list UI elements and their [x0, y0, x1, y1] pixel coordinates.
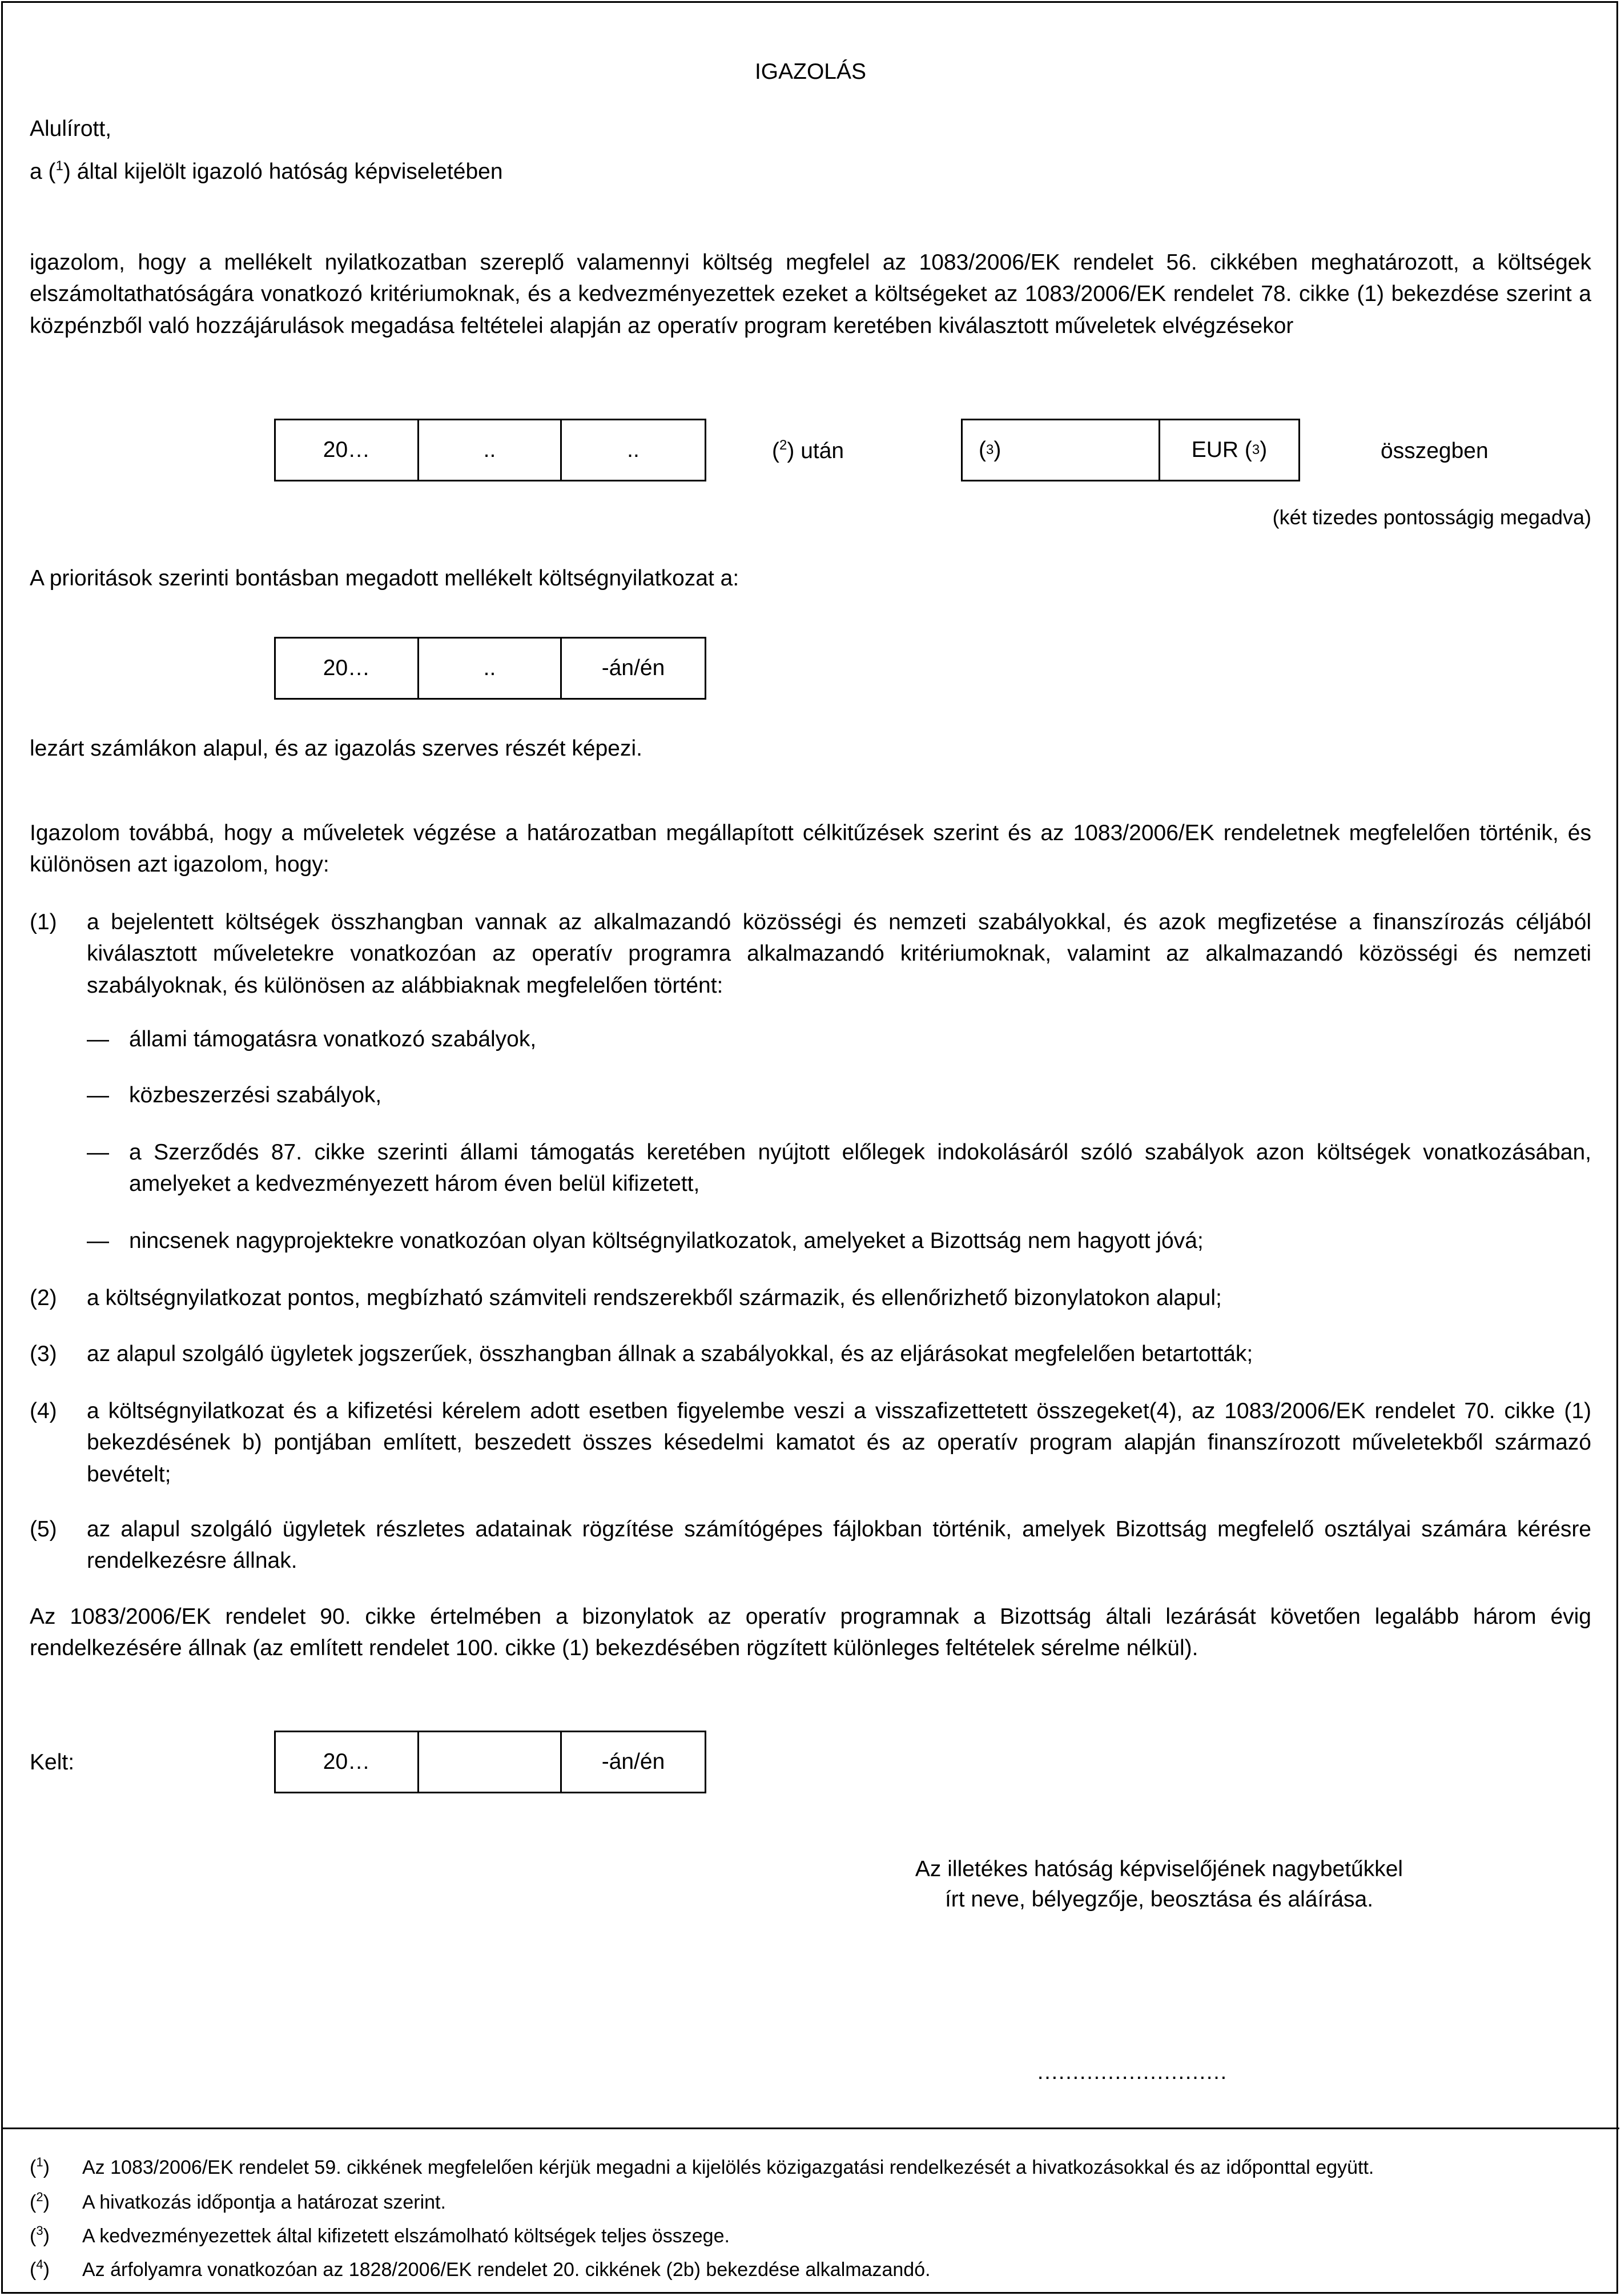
date-box-row	[274, 419, 706, 481]
list-item: (4) a költségnyilatkozat és a kifizetési kérelem adott esetben figyelembe veszi a visszafizettetett összegeket(4), az 1083/2006/EK rendelet 70. cikke (1) bekezdésének b) pontjában említett, beszedett összes késedelmi kamatot és az operatív program alapján finanszírozott műveletekből származó bevételt;	[30, 1399, 1591, 1487]
footnote-item: ($^4$) Az árfolyamra vonatkozóan az 1828/2006/EK rendelet 20. cikkének (2b) bekezdése alkalmazandó.	[30, 2257, 931, 2281]
closing-month-field[interactable]: ..	[419, 637, 562, 700]
closing-date-row	[274, 637, 706, 700]
closing-suffix: -án/én	[562, 637, 706, 700]
date-month-field[interactable]: ..	[419, 419, 562, 481]
certify-paragraph: igazolom, hogy a mellékelt nyilatkozatban szereplő valamennyi költség megfelel az 1083/2006/EK rendelet 56. cikkében meghatározott, a költségek elszámoltathatóságára vonatkozó kritériumoknak, és a kedvezményezettek ezeket a költségeket az 1083/2006/EK rendelet 78. cikke (1) bekezdése szerint a közpénzből való hozzájárulások megadása feltételei alapján az operatív program keretében kiválasztott műveletek elvégzésekor	[30, 250, 1591, 338]
dash-item: — állami támogatásra vonatkozó szabályok,	[87, 1027, 537, 1051]
dated-suffix: -án/én	[562, 1731, 706, 1793]
dash-item: — a Szerződés 87. cikke szerinti állami támogatás keretében nyújtott előlegek indokolásáról szóló szabályok azon költségek vonatkozásában, amelyeket a kedvezményezett három éven belül kifizetett,	[87, 1140, 1591, 1197]
list-item: (2) a költségnyilatkozat pontos, megbízható számviteli rendszerekből származik, és ellenőrizhető bizonylatokon alapul;	[30, 1286, 1222, 1310]
dash-item: — nincsenek nagyprojektekre vonatkozóan olyan költségnyilatkozatok, amelyeket a Bizottság nem hagyott jóvá;	[87, 1229, 1204, 1253]
footnote-item: ($^3$) A kedvezményezettek által kifizetett elszámolható költségek teljes összege.	[30, 2223, 730, 2247]
dash-item: — közbeszerzési szabályok,	[87, 1083, 382, 1107]
footnote-ref-2: 2	[779, 437, 787, 453]
footnote-item: ($^1$) Az 1083/2006/EK rendelet 59. cikkének megfelelően kérjük megadni a kijelölés közigazgatási rendelkezését a hivatkozásokkal és az időponttal együtt.	[30, 2155, 1374, 2178]
dated-box-row	[274, 1731, 706, 1793]
total-label: összegben	[1381, 439, 1489, 463]
date-day-field[interactable]: ..	[562, 419, 706, 481]
currency-field: EUR ( 3 )	[1160, 419, 1300, 481]
representing-line: a ($^1$) által kijelölt igazoló hatóság képviseletében	[30, 158, 503, 184]
list-item: (5) az alapul szolgáló ügyletek részletes adatainak rögzítése számítógépes fájlokban történik, amelyek Bizottság megfelelő osztályai számára kérésre rendelkezésre állnak.	[30, 1517, 1591, 1574]
date-year-field[interactable]: 20…	[274, 419, 419, 481]
priority-paragraph: A prioritások szerinti bontásban megadott mellékelt költségnyilatkozat a:	[30, 566, 739, 591]
list-item: (3) az alapul szolgáló ügyletek jogszerűek, összhangban állnak a szabályokkal, és az eljárásokat megfelelően betartották;	[30, 1342, 1253, 1366]
footnote-item: ($^2$) A hivatkozás időpontja a határozat szerint.	[30, 2190, 446, 2213]
footnote-divider	[1, 2128, 1619, 2129]
dated-label: Kelt:	[30, 1750, 75, 1775]
footnote-ref-1: 1	[55, 158, 63, 174]
signature-line[interactable]: ………………………	[1036, 2060, 1226, 2084]
dated-year-field[interactable]: 20…	[274, 1731, 419, 1793]
precision-note: (két tizedes pontosságig megadva)	[1272, 505, 1591, 529]
page-title: IGAZOLÁS	[754, 59, 867, 84]
closing-year-field[interactable]: 20…	[274, 637, 419, 700]
after-label: ($^2$) után	[772, 437, 844, 463]
signature-caption-line2: írt neve, bélyegzője, beosztása és aláírása.	[944, 1887, 1374, 1912]
amount-box-row	[961, 419, 1300, 481]
list-item: (1) a bejelentett költségek összhangban vannak az alkalmazandó közösségi és nemzeti szabályokkal, és azok megfizetése a finanszírozás céljából kiválasztott műveletekre vonatkozóan az operatív programra alkalmazandó kritériumoknak, valamint az alkalmazandó közösségi és nemzeti szabályoknak, és különösen az alábbiaknak megfelelően történt:	[30, 910, 1591, 998]
further-paragraph: Igazolom továbbá, hogy a műveletek végzése a határozatban megállapított célkitűzések szerint és az 1083/2006/EK rendeletnek megfelelően történik, és különösen azt igazolom, hogy:	[30, 821, 1591, 877]
undersigned-label: Alulírott,	[30, 117, 112, 141]
signature-caption-line1: Az illetékes hatóság képviselőjének nagybetűkkel	[915, 1857, 1403, 1881]
dated-month-field[interactable]	[419, 1731, 562, 1793]
accounts-paragraph: lezárt számlákon alapul, és az igazolás szerves részét képezi.	[30, 736, 642, 761]
retention-paragraph: Az 1083/2006/EK rendelet 90. cikke értelmében a bizonylatok az operatív programnak a Bizottság általi lezárását követően legalább három évig rendelkezésére állnak (az említett rendelet 100. cikke (1) bekezdésében rögzített különleges feltételek sérelme nélkül).	[30, 1604, 1591, 1661]
amount-field[interactable]: ( 3 )	[961, 419, 1160, 481]
